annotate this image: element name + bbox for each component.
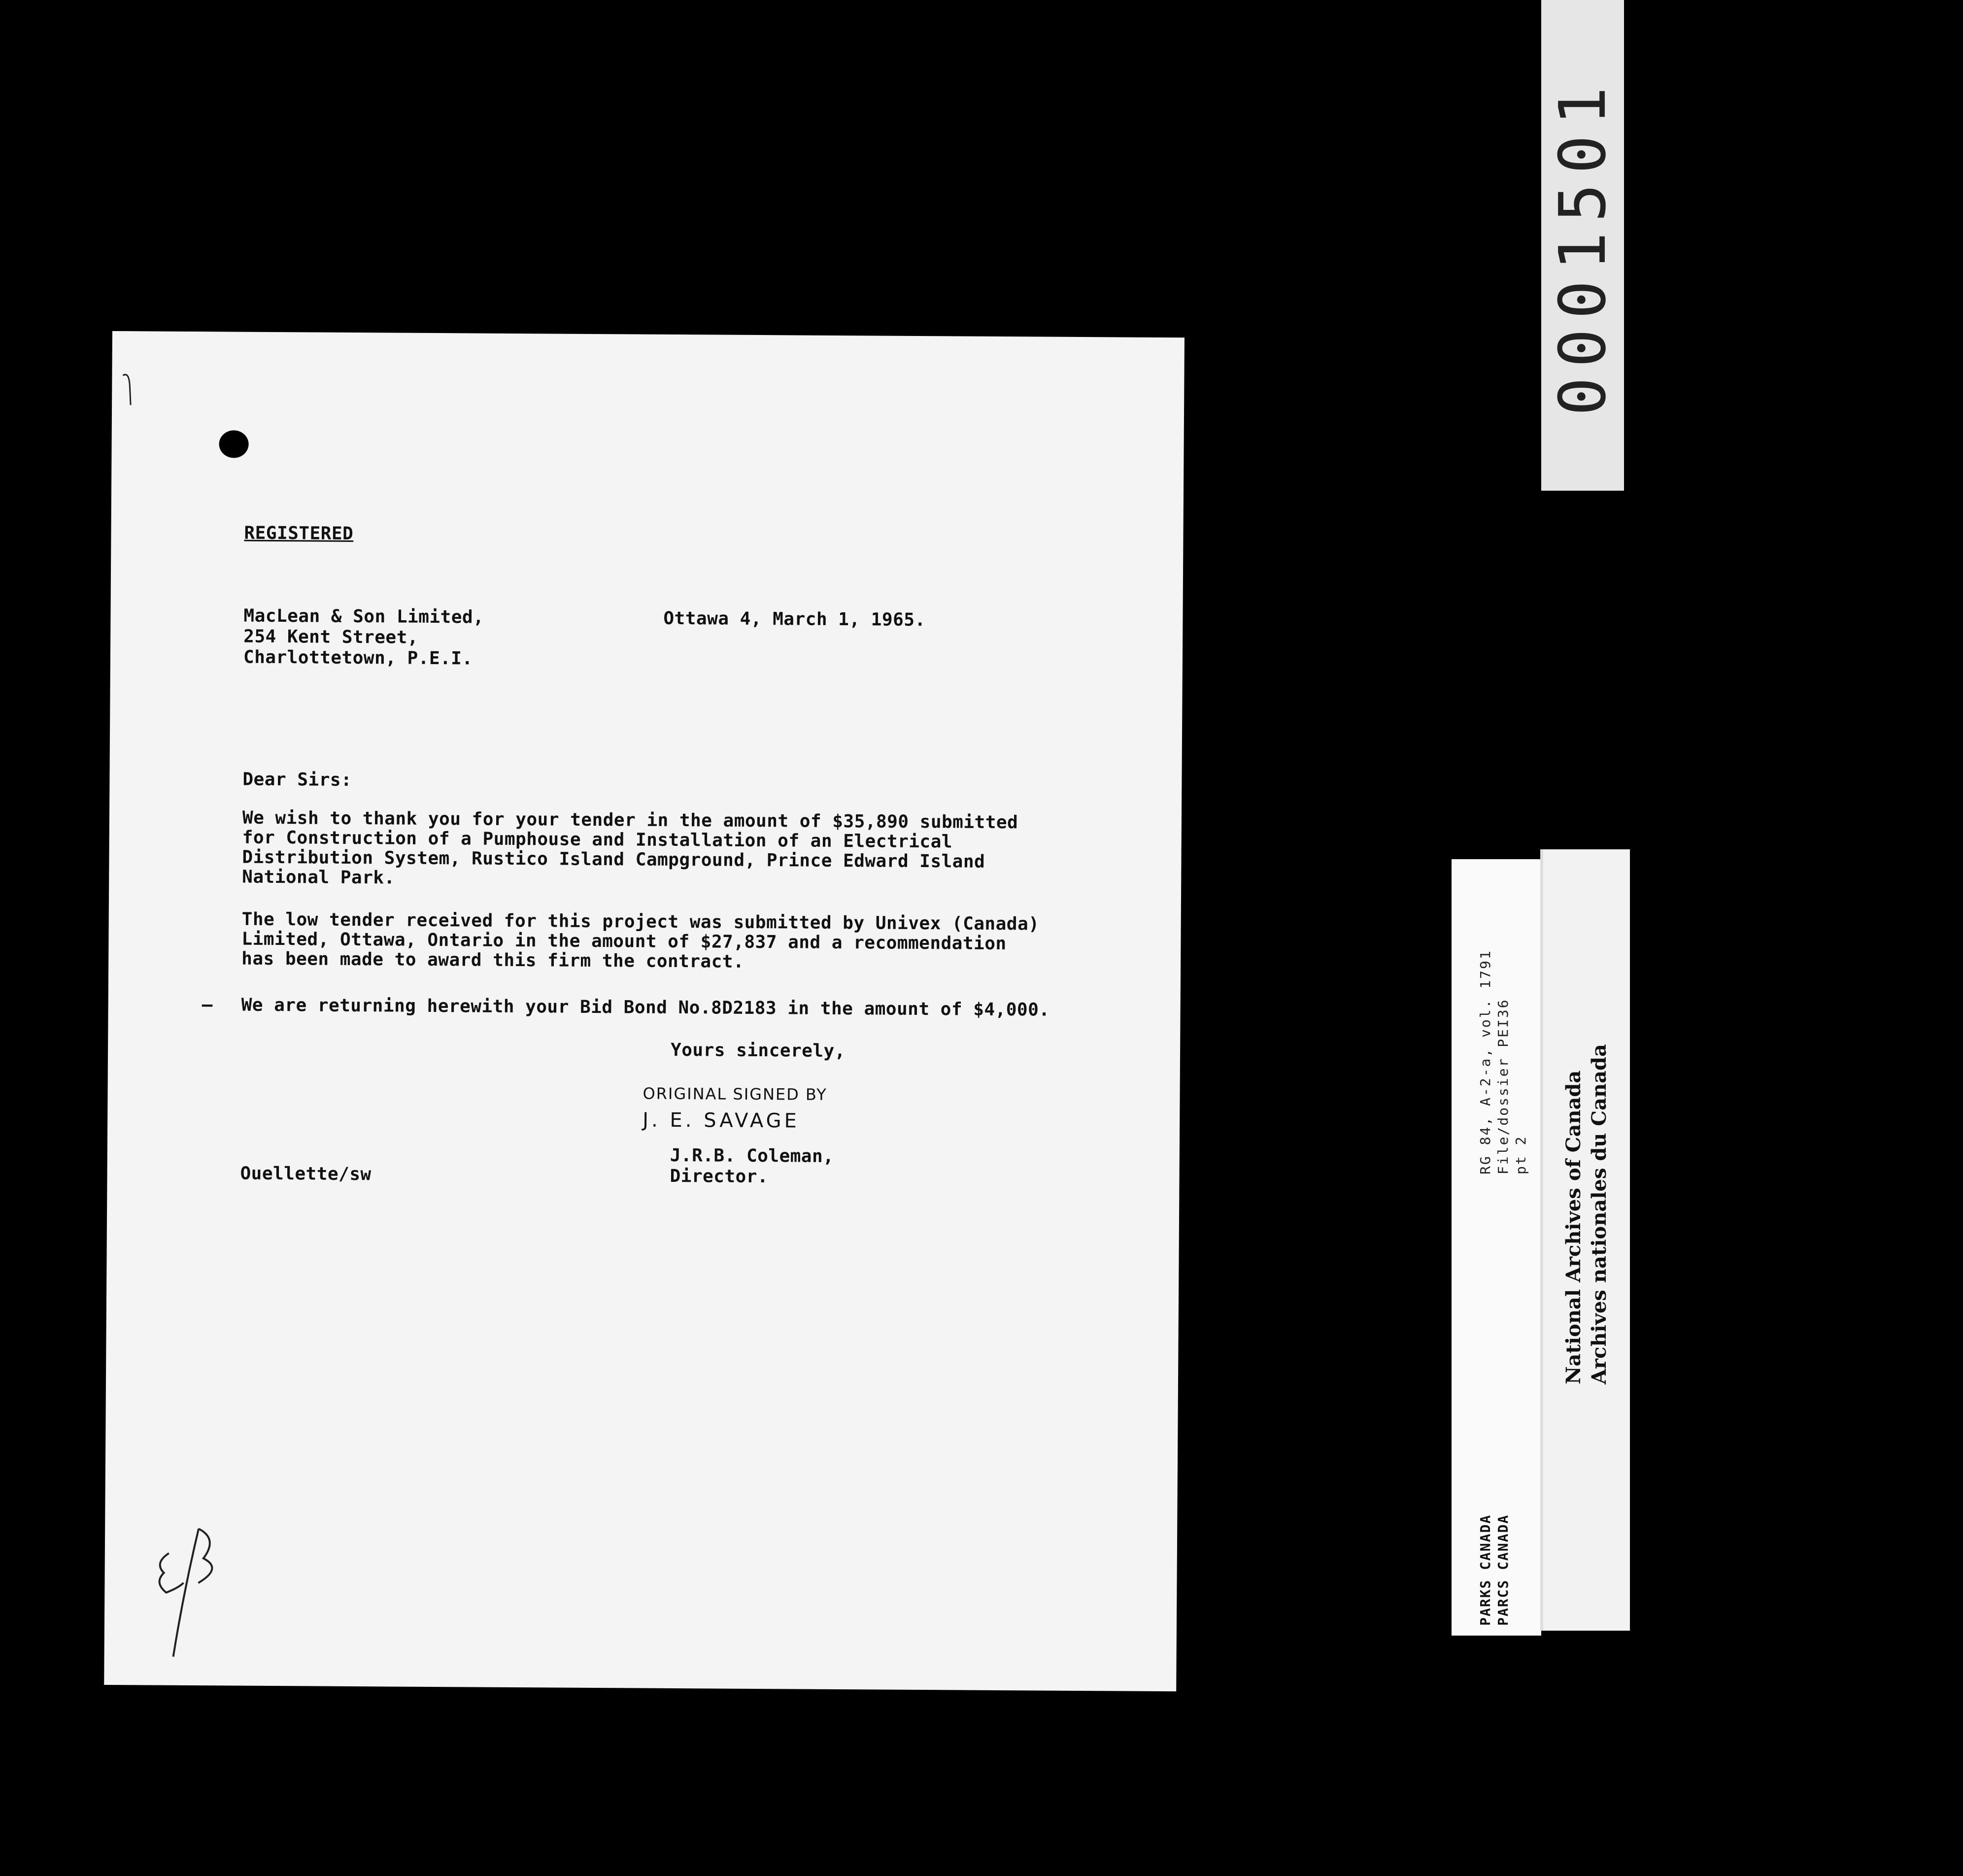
- recipient-line-3: Charlottetown, P.E.I.: [243, 647, 473, 669]
- place-date: Ottawa 4, March 1, 1965.: [663, 608, 926, 631]
- institution-line-1: National Archives of Canada: [1562, 1070, 1585, 1384]
- frame-number: [1547, 10, 1618, 483]
- handwritten-initials: [143, 1518, 233, 1667]
- recipient-line-2: 254 Kent Street,: [243, 626, 419, 648]
- signer-title: Director.: [670, 1166, 769, 1187]
- para2-line-1: The low tender received for this project was submitted by Univex (Canada): [241, 909, 1040, 935]
- margin-pen-mark: [119, 370, 138, 410]
- reference-initials: Ouellette/sw: [240, 1163, 372, 1185]
- letter-page: [104, 331, 1185, 1691]
- margin-dash: —: [202, 995, 213, 1015]
- para1-line-1: We wish to thank you for your tender in the amount of $35,890 submitted: [242, 807, 1018, 833]
- para2-line-3: has been made to award this firm the contract.: [241, 948, 745, 972]
- registered-heading: REGISTERED: [244, 523, 354, 544]
- signed-stamp-line-2: J. E. SAVAGE: [643, 1108, 800, 1133]
- frame-number-text: 0001501: [1545, 77, 1620, 416]
- archive-ref-line-3: pt 2: [1513, 1135, 1529, 1174]
- signed-stamp-line-1: ORIGINAL SIGNED BY: [643, 1084, 827, 1104]
- para1-line-4: National Park.: [242, 867, 395, 888]
- para3: We are returning herewith your Bid Bond No.8D2183 in the amount of $4,000.: [241, 995, 1050, 1020]
- signer-name: J.R.B. Coleman,: [670, 1145, 834, 1167]
- para2-line-2: Limited, Ottawa, Ontario in the amount of $27,837 and a recommendation: [241, 929, 1007, 954]
- closing: Yours sincerely,: [670, 1039, 846, 1062]
- recipient-line-1: MacLean & Son Limited,: [243, 605, 484, 628]
- archive-ref-line-2: File/dossier PEI36: [1495, 998, 1511, 1174]
- institution-line-2: Archives nationales du Canada: [1588, 1044, 1611, 1384]
- para1-line-3: Distribution System, Rustico Island Campground, Prince Edward Island: [242, 847, 985, 872]
- para1-line-2: for Construction of a Pumphouse and Installation of an Electrical: [242, 827, 953, 852]
- salutation: Dear Sirs:: [242, 769, 352, 790]
- archive-institution-label: [1540, 849, 1630, 1631]
- punch-hole: [219, 430, 248, 458]
- agency-line-1: PARKS CANADA: [1477, 1514, 1493, 1626]
- agency-line-2: PARCS CANADA: [1495, 1514, 1511, 1626]
- archive-ref-line-1: RG 84, A-2-a, vol. 1791: [1477, 949, 1493, 1174]
- archive-reference-label: [1452, 859, 1541, 1636]
